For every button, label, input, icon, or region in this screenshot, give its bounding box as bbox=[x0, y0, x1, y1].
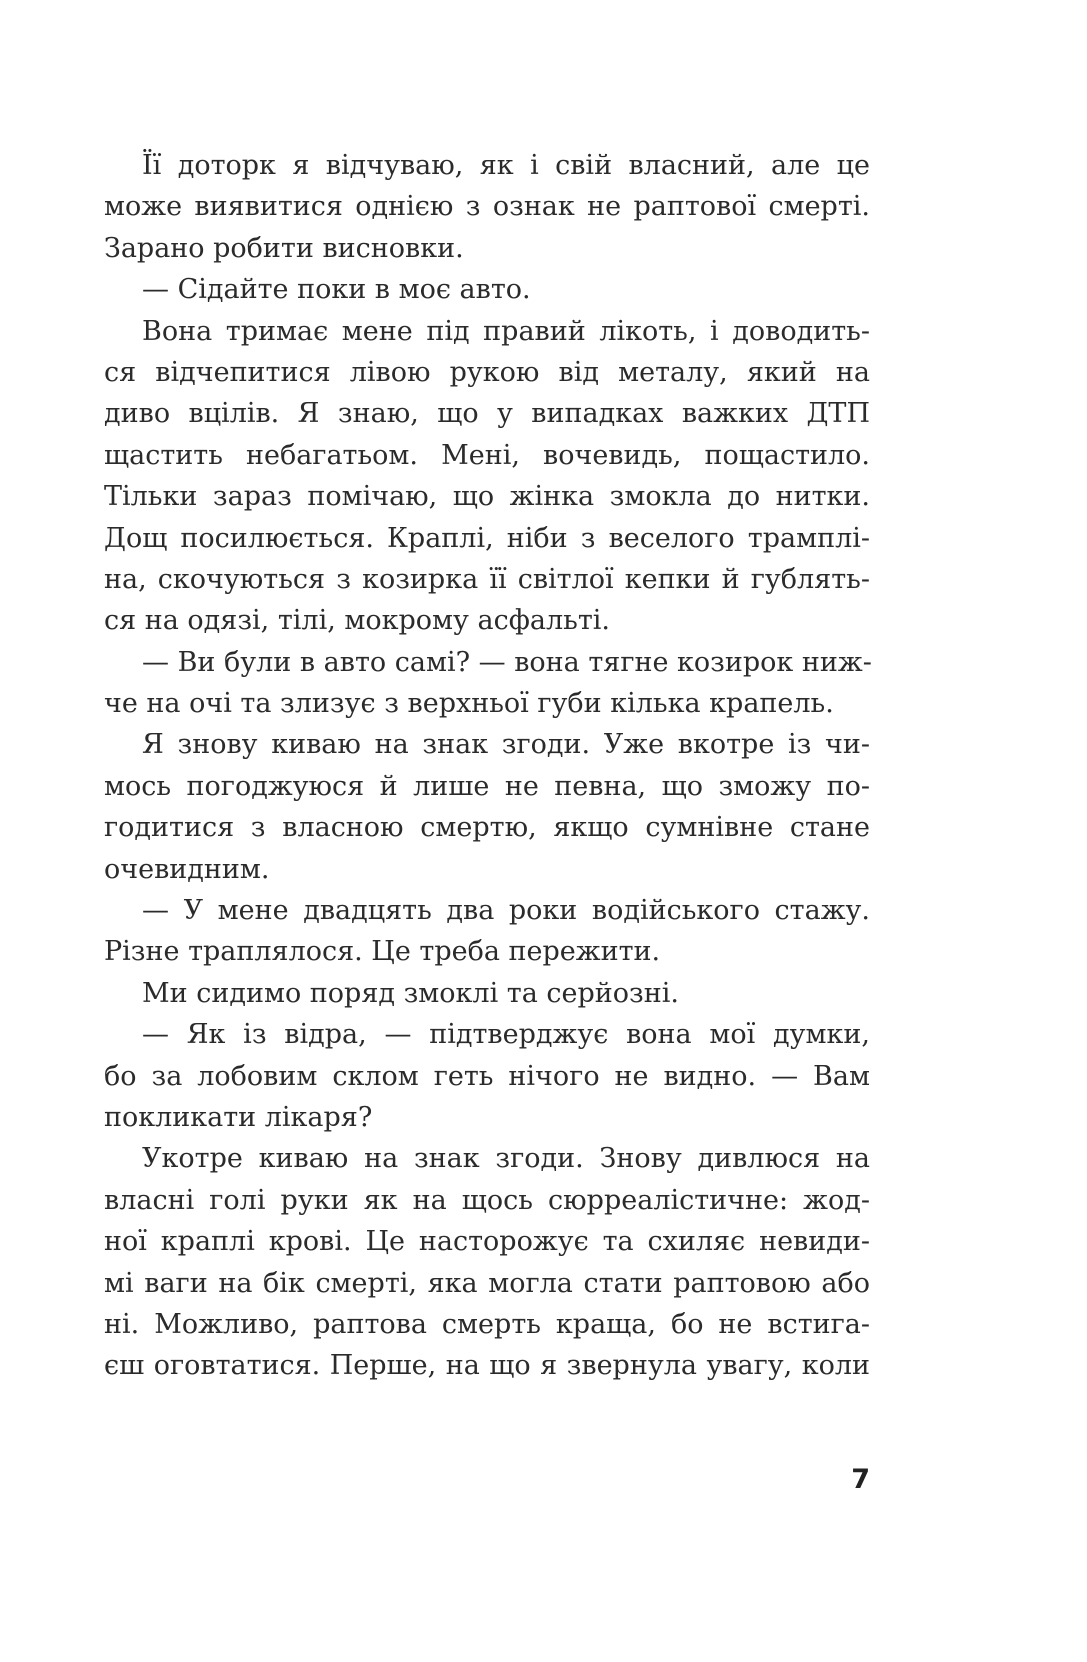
text-line: на, скочуються з козирка її світлої кепки й гублять- bbox=[104, 563, 870, 595]
text-line: очевидним. bbox=[104, 853, 270, 885]
text-line: Ми сидимо поряд змоклі та серйозні. bbox=[142, 977, 679, 1009]
text-line: бо за лобовим склом геть нічого не видно. — Вам bbox=[104, 1060, 870, 1092]
text-line: че на очі та злизує з верхньої губи кілька крапель. bbox=[104, 688, 834, 720]
text-line: мі ваги на бік смерті, яка могла стати раптовою або bbox=[104, 1267, 870, 1299]
text-line: Вона тримає мене під правий лікоть, і доводить- bbox=[142, 315, 870, 347]
text-line: власні голі руки як на щось сюрреалістичне: жод- bbox=[104, 1184, 870, 1216]
text-line: годитися з власною смертю, якщо сумнівне стане bbox=[104, 812, 870, 844]
text-line: Укотре киваю на знак згоди. Знову дивлюся на bbox=[142, 1143, 870, 1175]
text-line: ні. Можливо, раптова смерть краща, бо не встига- bbox=[104, 1308, 870, 1340]
text-line: ся відчепитися лівою рукою від металу, який на bbox=[104, 356, 870, 388]
text-line: — У мене двадцять два роки водійського стажу. bbox=[142, 895, 870, 927]
text-line: Тільки зараз помічаю, що жінка змокла до нитки. bbox=[104, 481, 870, 513]
text-line: — Сідайте поки в моє авто. bbox=[142, 274, 531, 306]
text-line: Різне траплялося. Це треба пережити. bbox=[104, 936, 661, 968]
text-line: щастить небагатьом. Мені, вочевидь, пощастило. bbox=[104, 439, 870, 471]
text-line: — Ви були в авто самі? — вона тягне козирок ниж- bbox=[142, 646, 872, 678]
text-line: Зарано робити висновки. bbox=[104, 232, 464, 264]
text-line: — Як із відра, — підтверджує вона мої думки, bbox=[142, 1019, 870, 1051]
text-line: покликати лікаря? bbox=[104, 1101, 373, 1133]
text-line: Дощ посилюється. Краплі, ніби з веселого трамплі- bbox=[104, 522, 870, 554]
text-line: єш оговтатися. Перше, на що я звернула увагу, коли bbox=[104, 1350, 870, 1382]
body-text bbox=[104, 145, 870, 1387]
text-line: диво вцілів. Я знаю, що у випадках важких ДТП bbox=[104, 398, 870, 430]
text-line: ної краплі крові. Це насторожує та схиляє невиди- bbox=[104, 1226, 870, 1258]
page-number: 7 bbox=[851, 1464, 870, 1495]
text-line: ся на одязі, тілі, мокрому асфальті. bbox=[104, 605, 610, 637]
text-line: мось погоджуюся й лише не певна, що зможу по- bbox=[104, 770, 870, 802]
text-line: може виявитися однією з ознак не раптової смерті. bbox=[104, 191, 870, 223]
text-line: Я знову киваю на знак згоди. Уже вкотре із чи- bbox=[142, 729, 870, 761]
text-line: Її доторк я відчуваю, як і свій власний, але це bbox=[142, 150, 870, 181]
